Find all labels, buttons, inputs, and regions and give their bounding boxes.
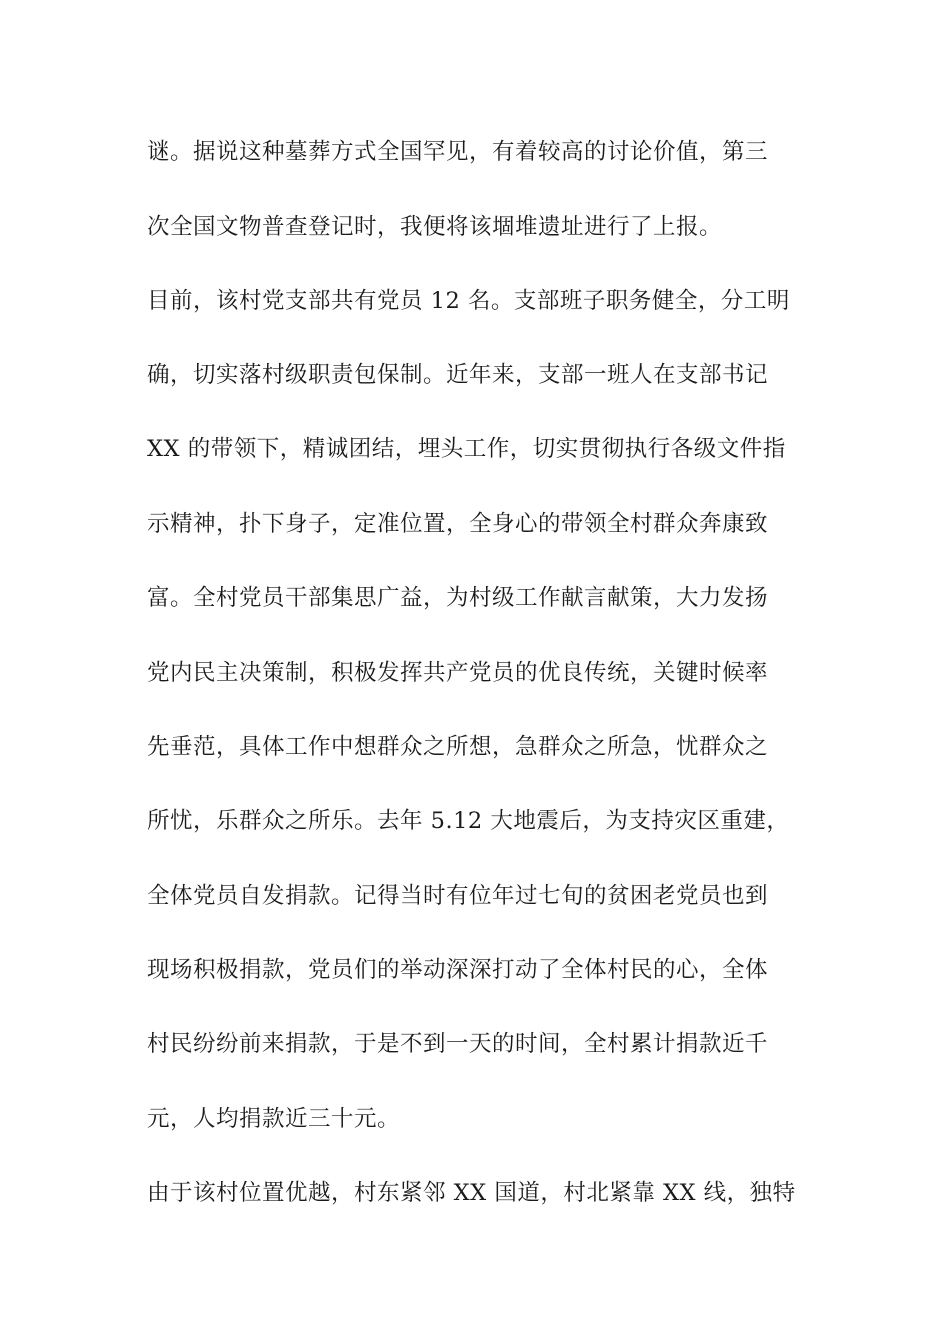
text-line: 先垂范，具体工作中想群众之所想，急群众之所急，忧群众之 [147,734,769,760]
text-line: 所忧，乐群众之所乐。去年 5.12 大地震后，为支持灾区重建， [147,808,790,834]
paragraph-start-line: 目前，该村党支部共有党员 12 名。支部班子职务健全，分工明 [147,288,790,314]
text-line: 富。全村党员干部集思广益，为村级工作献言献策，大力发扬 [147,585,769,611]
paragraph-start-line: 由于该村位置优越，村东紧邻 XX 国道，村北紧靠 XX 线，独特 [147,1180,796,1206]
text-line: 元，人均捐款近三十元。 [147,1106,401,1132]
text-line: XX 的带领下，精诚团结，埋头工作，切实贯彻执行各级文件指 [147,436,786,462]
text-line: 全体党员自发捐款。记得当时有位年过七旬的贫困老党员也到 [147,883,769,909]
text-line: 村民纷纷前来捐款，于是不到一天的时间，全村累计捐款近千 [147,1031,769,1057]
text-line: 次全国文物普查登记时，我便将该堌堆遗址进行了上报。 [147,214,723,240]
text-line: 确，切实落村级职责包保制。近年来，支部一班人在支部书记 [147,362,769,388]
text-line: 示精神，扑下身子，定准位置，全身心的带领全村群众奔康致 [147,511,769,537]
text-line: 现场积极捐款，党员们的举动深深打动了全体村民的心，全体 [147,957,769,983]
text-line: 党内民主决策制，积极发挥共产党员的优良传统，关键时候率 [147,660,769,686]
text-line: 谜。据说这种墓葬方式全国罕见，有着较高的讨论价值，第三 [147,139,769,165]
